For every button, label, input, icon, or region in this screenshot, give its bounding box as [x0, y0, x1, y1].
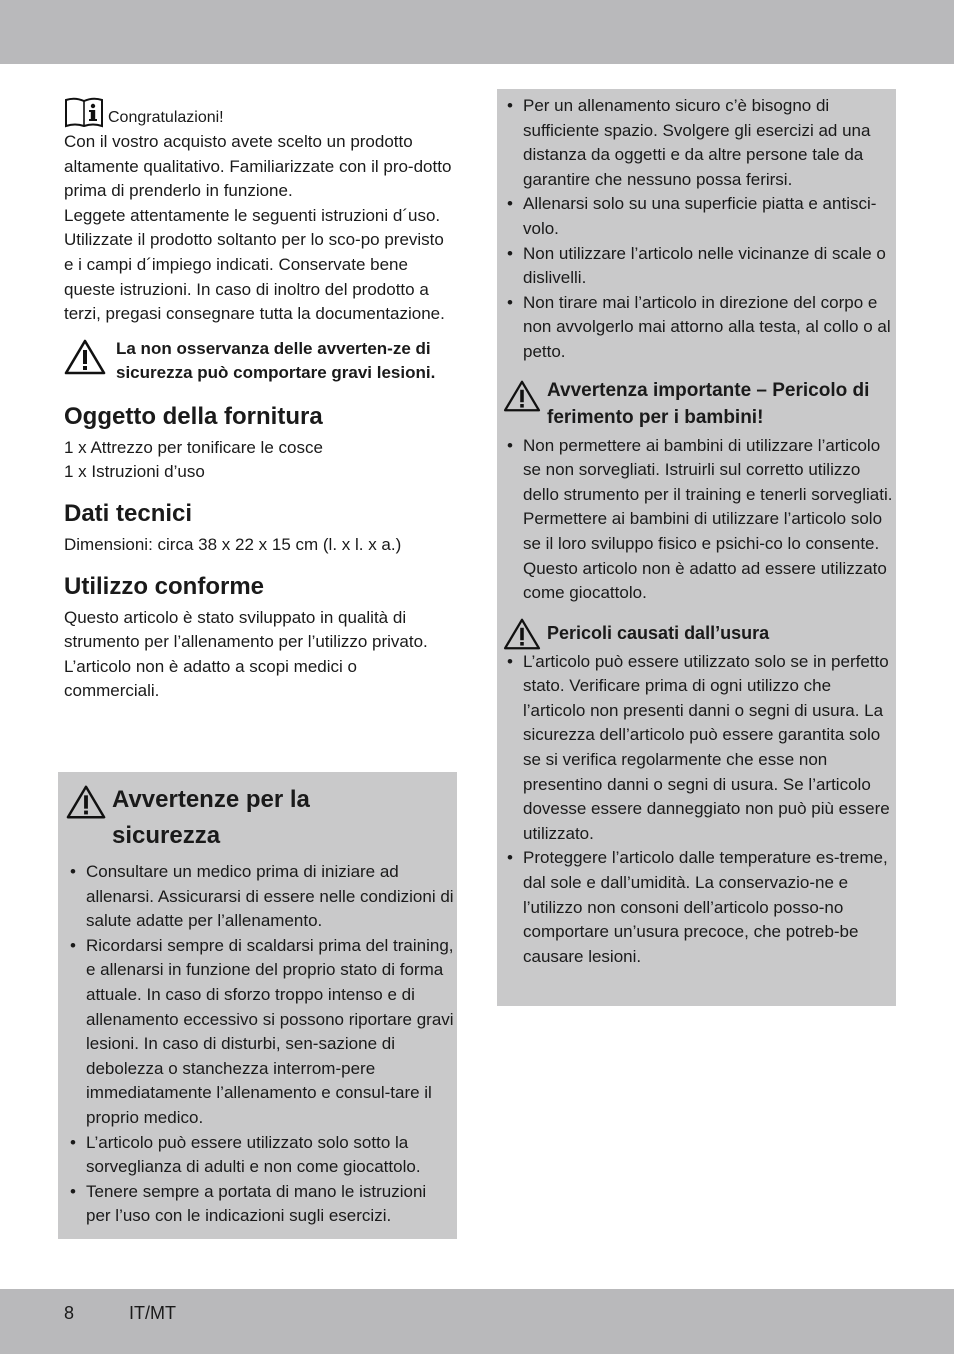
safety-heading	[112, 782, 310, 854]
children-warning-heading: Avvertenza importante – Pericolo di ferimento per i bambini!	[547, 379, 870, 429]
safety-title	[66, 782, 454, 854]
intro-title: Congratulazioni!	[108, 109, 224, 126]
list-item: • L’articolo può essere utilizzato solo sotto la sorveglianza di adulti e non come giocattolo.	[66, 1131, 454, 1180]
intro-warning-text: La non osservanza delle avverten-ze di sicurezza può comportare gravi lesioni.	[116, 338, 436, 383]
safety-heading-line-2: sicurezza	[112, 822, 221, 849]
intro-warning	[64, 337, 456, 386]
safety-heading-line-1: Avvertenze per la	[112, 786, 310, 813]
right-top-list	[503, 94, 893, 365]
delivery-item: 1 x Attrezzo per tonificare le cosce	[64, 437, 323, 457]
info-book-icon	[64, 96, 104, 128]
list-item: • Non permettere ai bambini di utilizzare l’articolo se non sorvegliati. Istruirli sul corretto utilizzo dello strumento per il training e tenerli sorvegliati. Permettere ai bambini di utilizzare l’articolo solo se il loro sviluppo fisico e psichi-co lo consente. Questo articolo non è adatto ad essere utilizzato come giocattolo.	[503, 434, 893, 606]
intro-header	[64, 96, 456, 128]
safety-list	[66, 860, 454, 1229]
list-item: • Consultare un medico prima di iniziare ad allenarsi. Assicurarsi di essere nelle condizioni di salute adatte per l’allenamento.	[66, 860, 454, 934]
page-number: 8	[64, 1303, 75, 1323]
warning-icon	[66, 784, 106, 820]
intro-paragraph-2: Leggete attentamente le seguenti istruzioni d´uso. Utilizzate il prodotto soltanto per lo sco-po previsto e i campi d´impiego indicati. Conservate bene queste istruzioni. In caso di inoltro del prodotto a terzi, pregasi consegnare tutta la documentazione.	[64, 205, 445, 324]
technical-heading: Dati tecnici	[64, 499, 193, 527]
dimensions-text: Dimensioni: circa 38 x 22 x 15 cm (l. x l. x a.)	[64, 534, 402, 554]
warning-icon	[503, 618, 541, 650]
list-item: • Proteggere l’articolo dalle temperature es-treme, dal sole e dall’umidità. La conservazio-ne e l’utilizzo non consoni dell’articolo posso-no comportare un’usura precoce, che potreb-be causare lesioni.	[503, 846, 893, 969]
children-warning	[503, 377, 893, 432]
delivery-item: 1 x Istruzioni d’uso	[64, 462, 205, 482]
list-item: • Per un allenamento sicuro c’è bisogno di sufficiente spazio. Svolgere gli esercizi ad una distanza da oggetti e da altre persone tale da garantire che nessuno possa ferirsi.	[503, 94, 893, 192]
list-item: • Allenarsi solo su una superficie piatta e antisci-volo.	[503, 192, 893, 241]
language-code: IT/MT	[129, 1303, 176, 1323]
list-item: • Non utilizzare l’articolo nelle vicinanze di scale o dislivelli.	[503, 242, 893, 291]
warning-icon	[503, 380, 541, 412]
children-warning-list	[503, 434, 893, 606]
left-column	[64, 96, 456, 704]
intended-use-text: Questo articolo è stato sviluppato in qualità di strumento per l’allenamento per l’utilizzo privato. L’articolo non è adatto a scopi medici o commerciali.	[64, 607, 428, 701]
list-item: • L’articolo può essere utilizzato solo se in perfetto stato. Verificare prima di ogni utilizzo che l’articolo non presenti danni o segni di usura. La sicurezza dell’articolo può essere garantita solo se si verifica regolarmente che esse non presentino danni o segni di usura. Se l’articolo dovesse essere danneggiato non può più essere utilizzato.	[503, 650, 893, 847]
delivery-heading: Oggetto della fornitura	[64, 402, 323, 430]
header-bar	[0, 0, 954, 64]
list-item: • Ricordarsi sempre di scaldarsi prima del training, e allenarsi in funzione del proprio stato di forma attuale. In caso di sforzo troppo intenso e di allenamento eccessivo si possono riportare gravi lesioni. In caso di disturbi, sen-sazione di debolezza o stanchezza interrom-pere immediatamente l’allenamento e consul-tare il proprio medico.	[66, 934, 454, 1131]
warning-icon	[64, 339, 106, 375]
right-safety-box	[497, 89, 896, 1006]
wear-warning	[503, 618, 893, 650]
intro-paragraph-1: Con il vostro acquisto avete scelto un prodotto altamente qualitativo. Familiarizzate con il pro-dotto prima di prenderlo in funzione.	[64, 132, 452, 201]
safety-box	[58, 772, 457, 1239]
list-item: • Tenere sempre a portata di mano le istruzioni per l’uso con le indicazioni sugli esercizi.	[66, 1180, 454, 1229]
wear-warning-heading: Pericoli causati dall’usura	[547, 622, 770, 643]
wear-warning-list	[503, 650, 893, 970]
list-item: • Non tirare mai l’articolo in direzione del corpo e non avvolgerlo mai attorno alla testa, al collo o al petto.	[503, 291, 893, 365]
intended-use-heading: Utilizzo conforme	[64, 572, 265, 600]
